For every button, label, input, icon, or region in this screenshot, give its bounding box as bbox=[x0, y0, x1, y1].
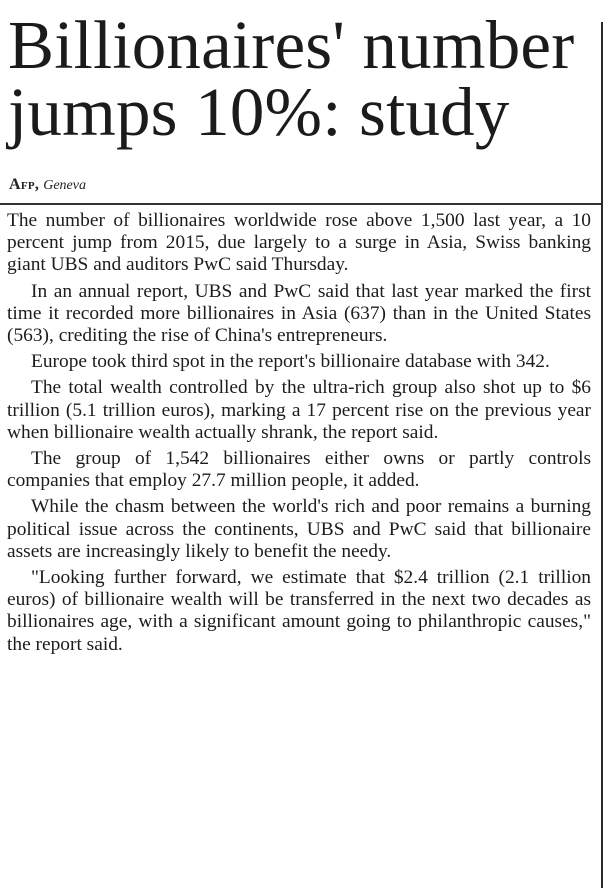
paragraph: In an annual report, UBS and PwC said that last year marked the first time it recorded more billionaires in Asia (637) than in the United States (563), crediting the rise of China's entrepreneurs. bbox=[7, 280, 591, 347]
paragraph: "Looking further forward, we estimate that $2.4 trillion (2.1 trillion euros) of billionaire wealth will be transferred in the next two decades as billionaires age, with a significant amount going to philanthropic causes," the report said. bbox=[7, 567, 591, 655]
dateline bbox=[9, 176, 86, 195]
paragraph: The group of 1,542 billionaires either owns or partly controls companies that employ 27.7 million people, it added. bbox=[7, 448, 591, 492]
article-body bbox=[7, 210, 591, 660]
agency-credit: Afp, bbox=[9, 176, 40, 193]
paragraph: While the chasm between the world's rich and poor remains a burning political issue across the continents, UBS and PwC said that billionaire assets are increasingly likely to benefit the needy. bbox=[7, 496, 591, 562]
paragraph: The total wealth controlled by the ultra-rich group also shot up to $6 trillion (5.1 trillion euros), marking a 17 percent rise on the previous year when billionaire wealth actually shrank, the report said. bbox=[7, 377, 591, 443]
headline-divider bbox=[0, 203, 601, 205]
dateline-location: Geneva bbox=[43, 178, 86, 193]
paragraph: The number of billionaires worldwide rose above 1,500 last year, a 10 percent jump from 2015, due largely to a surge in Asia, Swiss banking giant UBS and auditors PwC said Thursday. bbox=[7, 210, 591, 276]
headline: Billionaires' number jumps 10%: study bbox=[8, 7, 575, 150]
column-rule bbox=[601, 22, 603, 888]
paragraph: Europe took third spot in the report's billionaire database with 342. bbox=[31, 351, 550, 373]
